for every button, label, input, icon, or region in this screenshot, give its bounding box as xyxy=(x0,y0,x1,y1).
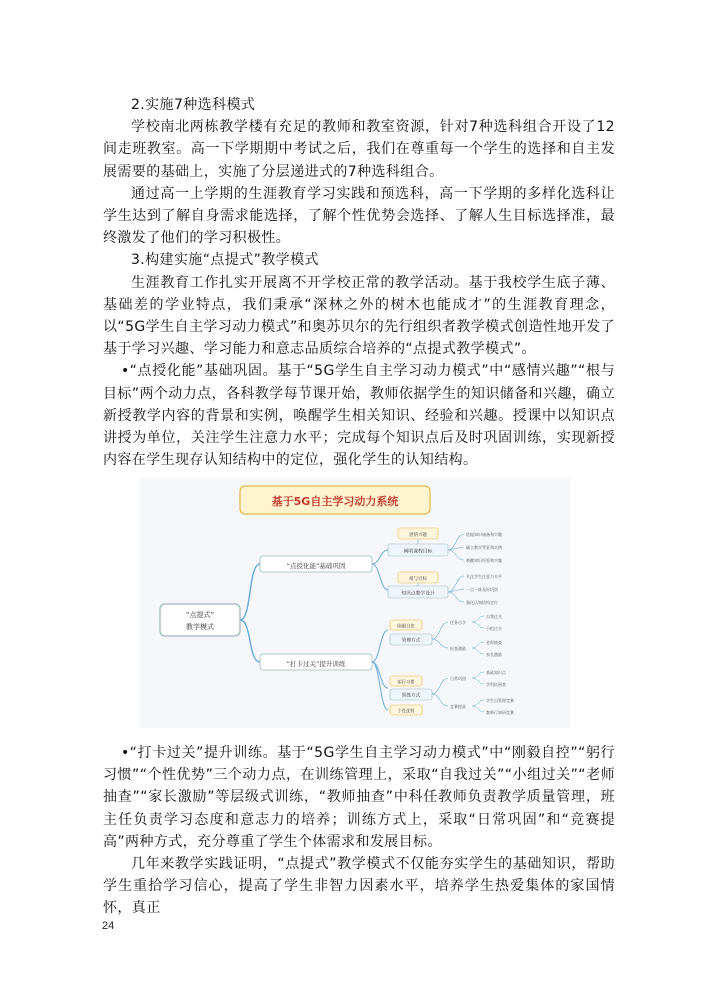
mind-map-diagram xyxy=(140,478,570,728)
root-node xyxy=(160,604,240,636)
leaf-label: 关注学生注意力水平 xyxy=(466,574,502,579)
mid-label: 竞赛提高 xyxy=(450,704,466,709)
leaf-label: 自我过关 xyxy=(486,614,502,619)
sub-label: 阐明课程目标 xyxy=(403,549,433,555)
mid-label: 任务自学 xyxy=(450,620,466,625)
dynamic-label: 感情兴趣 xyxy=(409,533,427,538)
leaf-label: 一点一练及时巩固 xyxy=(466,587,498,592)
branch-b-label: “打卡过关”提升训练 xyxy=(286,660,346,668)
section-heading-3: 3.构建实施“点提式”教学模式 xyxy=(131,252,319,269)
paragraph: 生涯教育工作扎实开展离不开学校正常的教学活动。基于我校学生底子薄、基础差的学业特点，我们秉承“深林之外的树木也能成才”的生涯教育理念，以“5G学生自主学习动力模式”和奥苏贝尔的先行组织者教学模式创造性地开发了基于学习兴趣、学习能力和意志品质综合培养的“点提式教学模式”。 xyxy=(103,274,615,358)
connector xyxy=(240,564,260,620)
sub-label: 训练方式 xyxy=(401,693,421,699)
leaf-label: 强化认知结构定位 xyxy=(466,600,498,605)
connector xyxy=(240,620,260,662)
mid-label: 检查激励 xyxy=(450,646,466,651)
dynamic-label: 根与目标 xyxy=(409,577,427,582)
connector xyxy=(372,550,388,564)
branch-a-label: “点授化能”基础巩固 xyxy=(286,562,346,570)
bottom-text-block xyxy=(103,742,615,920)
sub-label: 管理方式 xyxy=(401,638,421,644)
bullet-paragraph: •“打卡过关”提升训练。基于“5G学生自主学习动力模式”中“刚毅自控”“躬行习惯”“个性优势”三个动力点，在训练管理上，采取“自我过关”“小组过关”“老师抽查”“家长激励”等层级式训练，“教师抽查”中科任教师负责教学质量管理，班主任负责学习态度和意志力的培养；训练方式上，采取“日常巩固”和“竞赛提高”两种方式，充分尊重了学生个体需求和发展目标。 xyxy=(103,745,615,850)
leaf-label: 唤醒知识经验和兴趣 xyxy=(466,558,502,563)
leaf-label: 确立教学背景和实例 xyxy=(466,545,502,550)
paragraph: 几年来教学实践证明，“点提式”教学模式不仅能夯实学生的基础知识，帮助学生重拾学习信心，提高了学生非智力因素水平，培养学生热爱集体的家国情怀，真正 xyxy=(103,856,615,917)
bullet-paragraph: •“点授化能”基础巩固。基于“5G学生自主学习动力模式”中“感情兴趣”“根与目标”两个动力点，各科教学每节课开始，教师依据学生的知识储备和兴趣，确立新授教学内容的背景和实例，唤醒学生相关知识、经验和兴趣。授课中以知识点讲授为单位，关注学生注意力水平；完成每个知识点后及时巩固训练，实现新授内容在学生现存认知结构中的定位，强化学生的认知结构。 xyxy=(103,363,615,469)
dynamic-label: 个性优势 xyxy=(397,709,415,715)
leaf-label: 学生自管理竞赛 xyxy=(486,698,514,703)
leaf-label: 家长激励 xyxy=(486,652,502,657)
leaf-label: 基础知识点 xyxy=(486,670,506,675)
leaf-label: 学科拓展类 xyxy=(486,682,506,687)
paragraph: 通过高一上学期的生涯教育学习实践和预选科，高一下学期的多样化选科让学生达到了解自身需求能选择，了解个性优势会选择、了解人生目标选择准，最终激发了他们的学习积极性。 xyxy=(103,185,615,247)
diagram-title: 基于5G自主学习动力系统 xyxy=(271,495,399,508)
dynamic-label: 躬行习惯 xyxy=(397,680,415,686)
leaf-label: 依据知识储备和兴趣 xyxy=(466,532,502,537)
dynamic-label: 刚毅自控 xyxy=(397,624,415,630)
root-label-2: 教学模式 xyxy=(186,623,214,631)
paragraph: 学校南北两栋教学楼有充足的教师和教室资源，针对7种选科组合开设了12间走班教室。高一下学期期中考试之后，我们在尊重每一个学生的选择和自主发展需要的基础上，实施了分层递进式的7种选科组合。 xyxy=(103,119,615,180)
connector xyxy=(372,564,388,590)
leaf-label: 老师抽查 xyxy=(486,640,502,645)
section-heading-2: 2.实施7种选科模式 xyxy=(131,97,256,113)
mid-label: 日常巩固 xyxy=(450,676,466,681)
leaf-label: 小组过关 xyxy=(486,626,502,631)
page-number: 24 xyxy=(102,920,115,932)
mind-map-svg xyxy=(140,478,570,728)
leaf-label: 教师行知研竞赛 xyxy=(486,710,514,715)
root-label-1: “点提式” xyxy=(185,611,215,619)
sub-label: 知识点教学设计 xyxy=(401,591,435,597)
top-text-block xyxy=(103,94,615,471)
